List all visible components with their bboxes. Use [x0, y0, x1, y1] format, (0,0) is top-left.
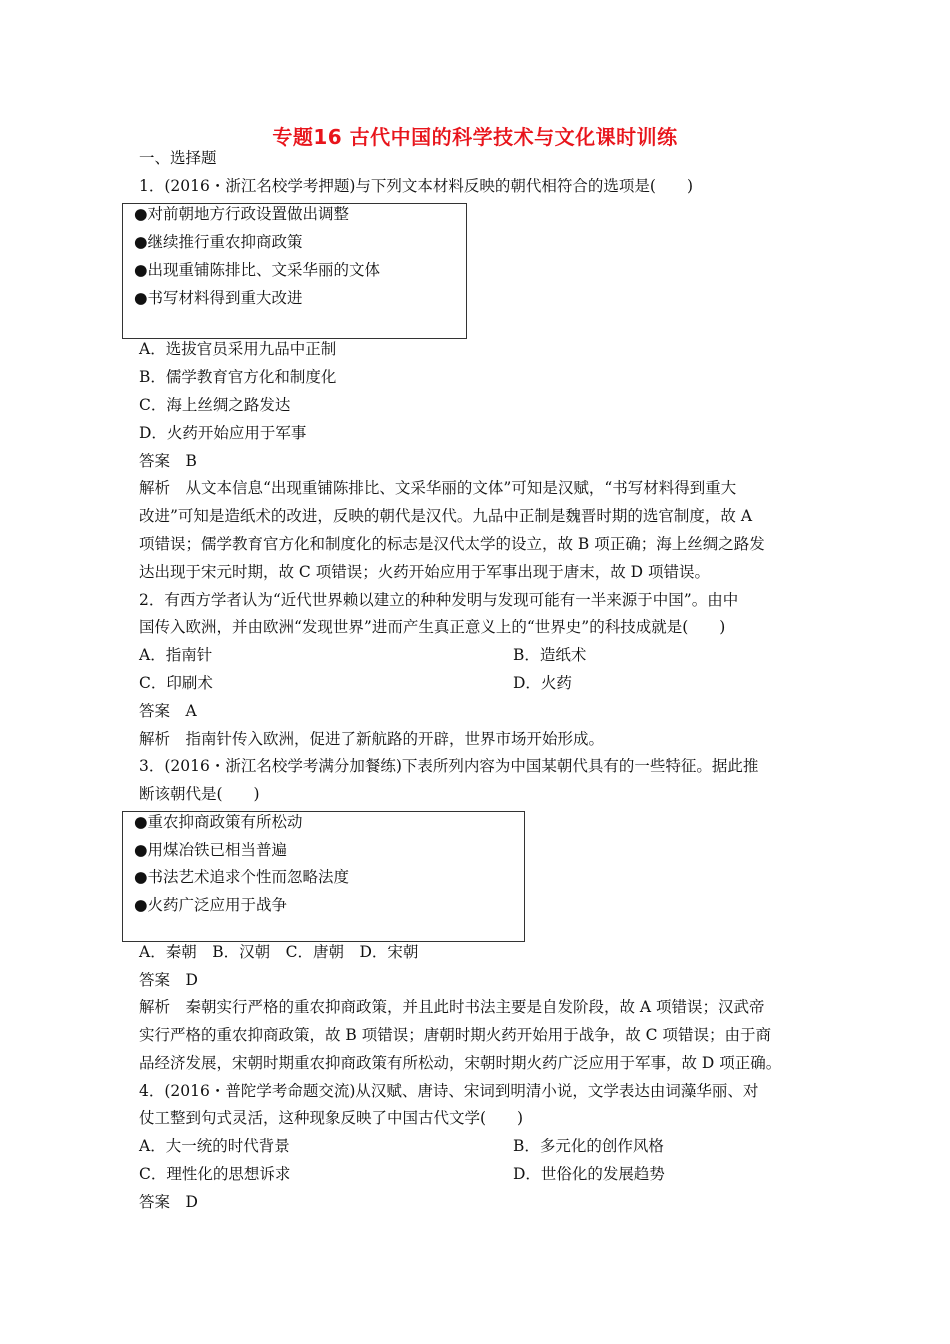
q4-option-d: D．世俗化的发展趋势 — [513, 1165, 665, 1183]
q2-stem-line: 2．有西方学者认为“近代世界赖以建立的种种发明与发现可能有一半来源于中国”。由中 — [139, 591, 739, 609]
q1-box-item: ●书写材料得到重大改进 — [134, 289, 303, 307]
q1-box-item: ●对前朝地方行政设置做出调整 — [134, 205, 350, 223]
q3-analysis-line: 解析 秦朝实行严格的重农抑商政策，并且此时书法主要是自发阶段，故 A 项错误；汉武帝 — [139, 998, 765, 1016]
q3-analysis-line: 实行严格的重农抑商政策，故 B 项错误；唐朝时期火药开始用于战争，故 C 项错误；由于商 — [139, 1026, 771, 1044]
q2-answer: 答案 A — [139, 702, 197, 720]
q2-option-c: C．印刷术 — [139, 674, 213, 692]
q1-option-b: B．儒学教育官方化和制度化 — [139, 368, 337, 386]
q4-stem-line: 4．(2016・普陀学考命题交流)从汉赋、唐诗、宋词到明清小说，文学表达由词藻华丽、对 — [139, 1082, 759, 1100]
q1-answer: 答案 B — [139, 452, 197, 470]
q3-stem-line: 3．(2016・浙江名校学考满分加餐练)下表所列内容为中国某朝代具有的一些特征。据此推 — [139, 757, 759, 775]
q1-option-c: C．海上丝绸之路发达 — [139, 396, 291, 414]
q1-analysis-line: 达出现于宋元时期，故 C 项错误；火药开始应用于军事出现于唐末，故 D 项错误。 — [139, 563, 710, 581]
section-heading: 一、选择题 — [139, 149, 217, 167]
q4-option-c: C．理性化的思想诉求 — [139, 1165, 291, 1183]
q1-option-a: A．选拔官员采用九品中正制 — [139, 340, 337, 358]
q1-analysis-line: 解析 从文本信息“出现重铺陈排比、文采华丽的文体”可知是汉赋，“书写材料得到重大 — [139, 479, 737, 497]
q1-box-item: ●继续推行重农抑商政策 — [134, 233, 303, 251]
q2-option-d: D．火药 — [513, 674, 572, 692]
q2-option-b: B．造纸术 — [513, 646, 587, 664]
q3-box-item: ●火药广泛应用于战争 — [134, 896, 288, 914]
q4-option-b: B．多元化的创作风格 — [513, 1137, 664, 1155]
q1-analysis-line: 改进”可知是造纸术的改进，反映的朝代是汉代。九品中正制是魏晋时期的选官制度，故 A — [139, 507, 753, 525]
q4-option-a: A．大一统的时代背景 — [139, 1137, 290, 1155]
q4-stem-line: 仗工整到句式灵活，这种现象反映了中国古代文学( ) — [139, 1109, 524, 1127]
q2-option-a: A．指南针 — [139, 646, 213, 664]
q4-answer: 答案 D — [139, 1193, 198, 1211]
q2-analysis: 解析 指南针传入欧洲，促进了新航路的开辟，世界市场开始形成。 — [139, 730, 605, 748]
q1-analysis-line: 项错误；儒学教育官方化和制度化的标志是汉代太学的设立，故 B 项正确；海上丝绸之路发 — [139, 535, 765, 553]
q3-box-item: ●重农抑商政策有所松动 — [134, 813, 303, 831]
q2-stem-line: 国传入欧洲，并由欧洲“发现世界”进而产生真正意义上的“世界史”的科技成就是( ) — [139, 618, 726, 636]
q3-analysis-line: 品经济发展，宋朝时期重农抑商政策有所松动，宋朝时期火药广泛应用于军事，故 D 项正确。 — [139, 1054, 782, 1072]
q3-box-item: ●用煤冶铁已相当普遍 — [134, 841, 288, 859]
q1-option-d: D．火药开始应用于军事 — [139, 424, 307, 442]
q3-stem-line: 断该朝代是( ) — [139, 785, 260, 803]
q3-options: A．秦朝 B．汉朝 C．唐朝 D．宋朝 — [139, 943, 419, 961]
page-title: 专题16 古代中国的科学技术与文化课时训练 — [272, 125, 678, 149]
q3-answer: 答案 D — [139, 971, 198, 989]
q1-box-item: ●出现重铺陈排比、文采华丽的文体 — [134, 261, 381, 279]
q3-box-item: ●书法艺术追求个性而忽略法度 — [134, 868, 350, 886]
q1-stem: 1．(2016・浙江名校学考押题)与下列文本材料反映的朝代相符合的选项是( ) — [139, 177, 693, 195]
